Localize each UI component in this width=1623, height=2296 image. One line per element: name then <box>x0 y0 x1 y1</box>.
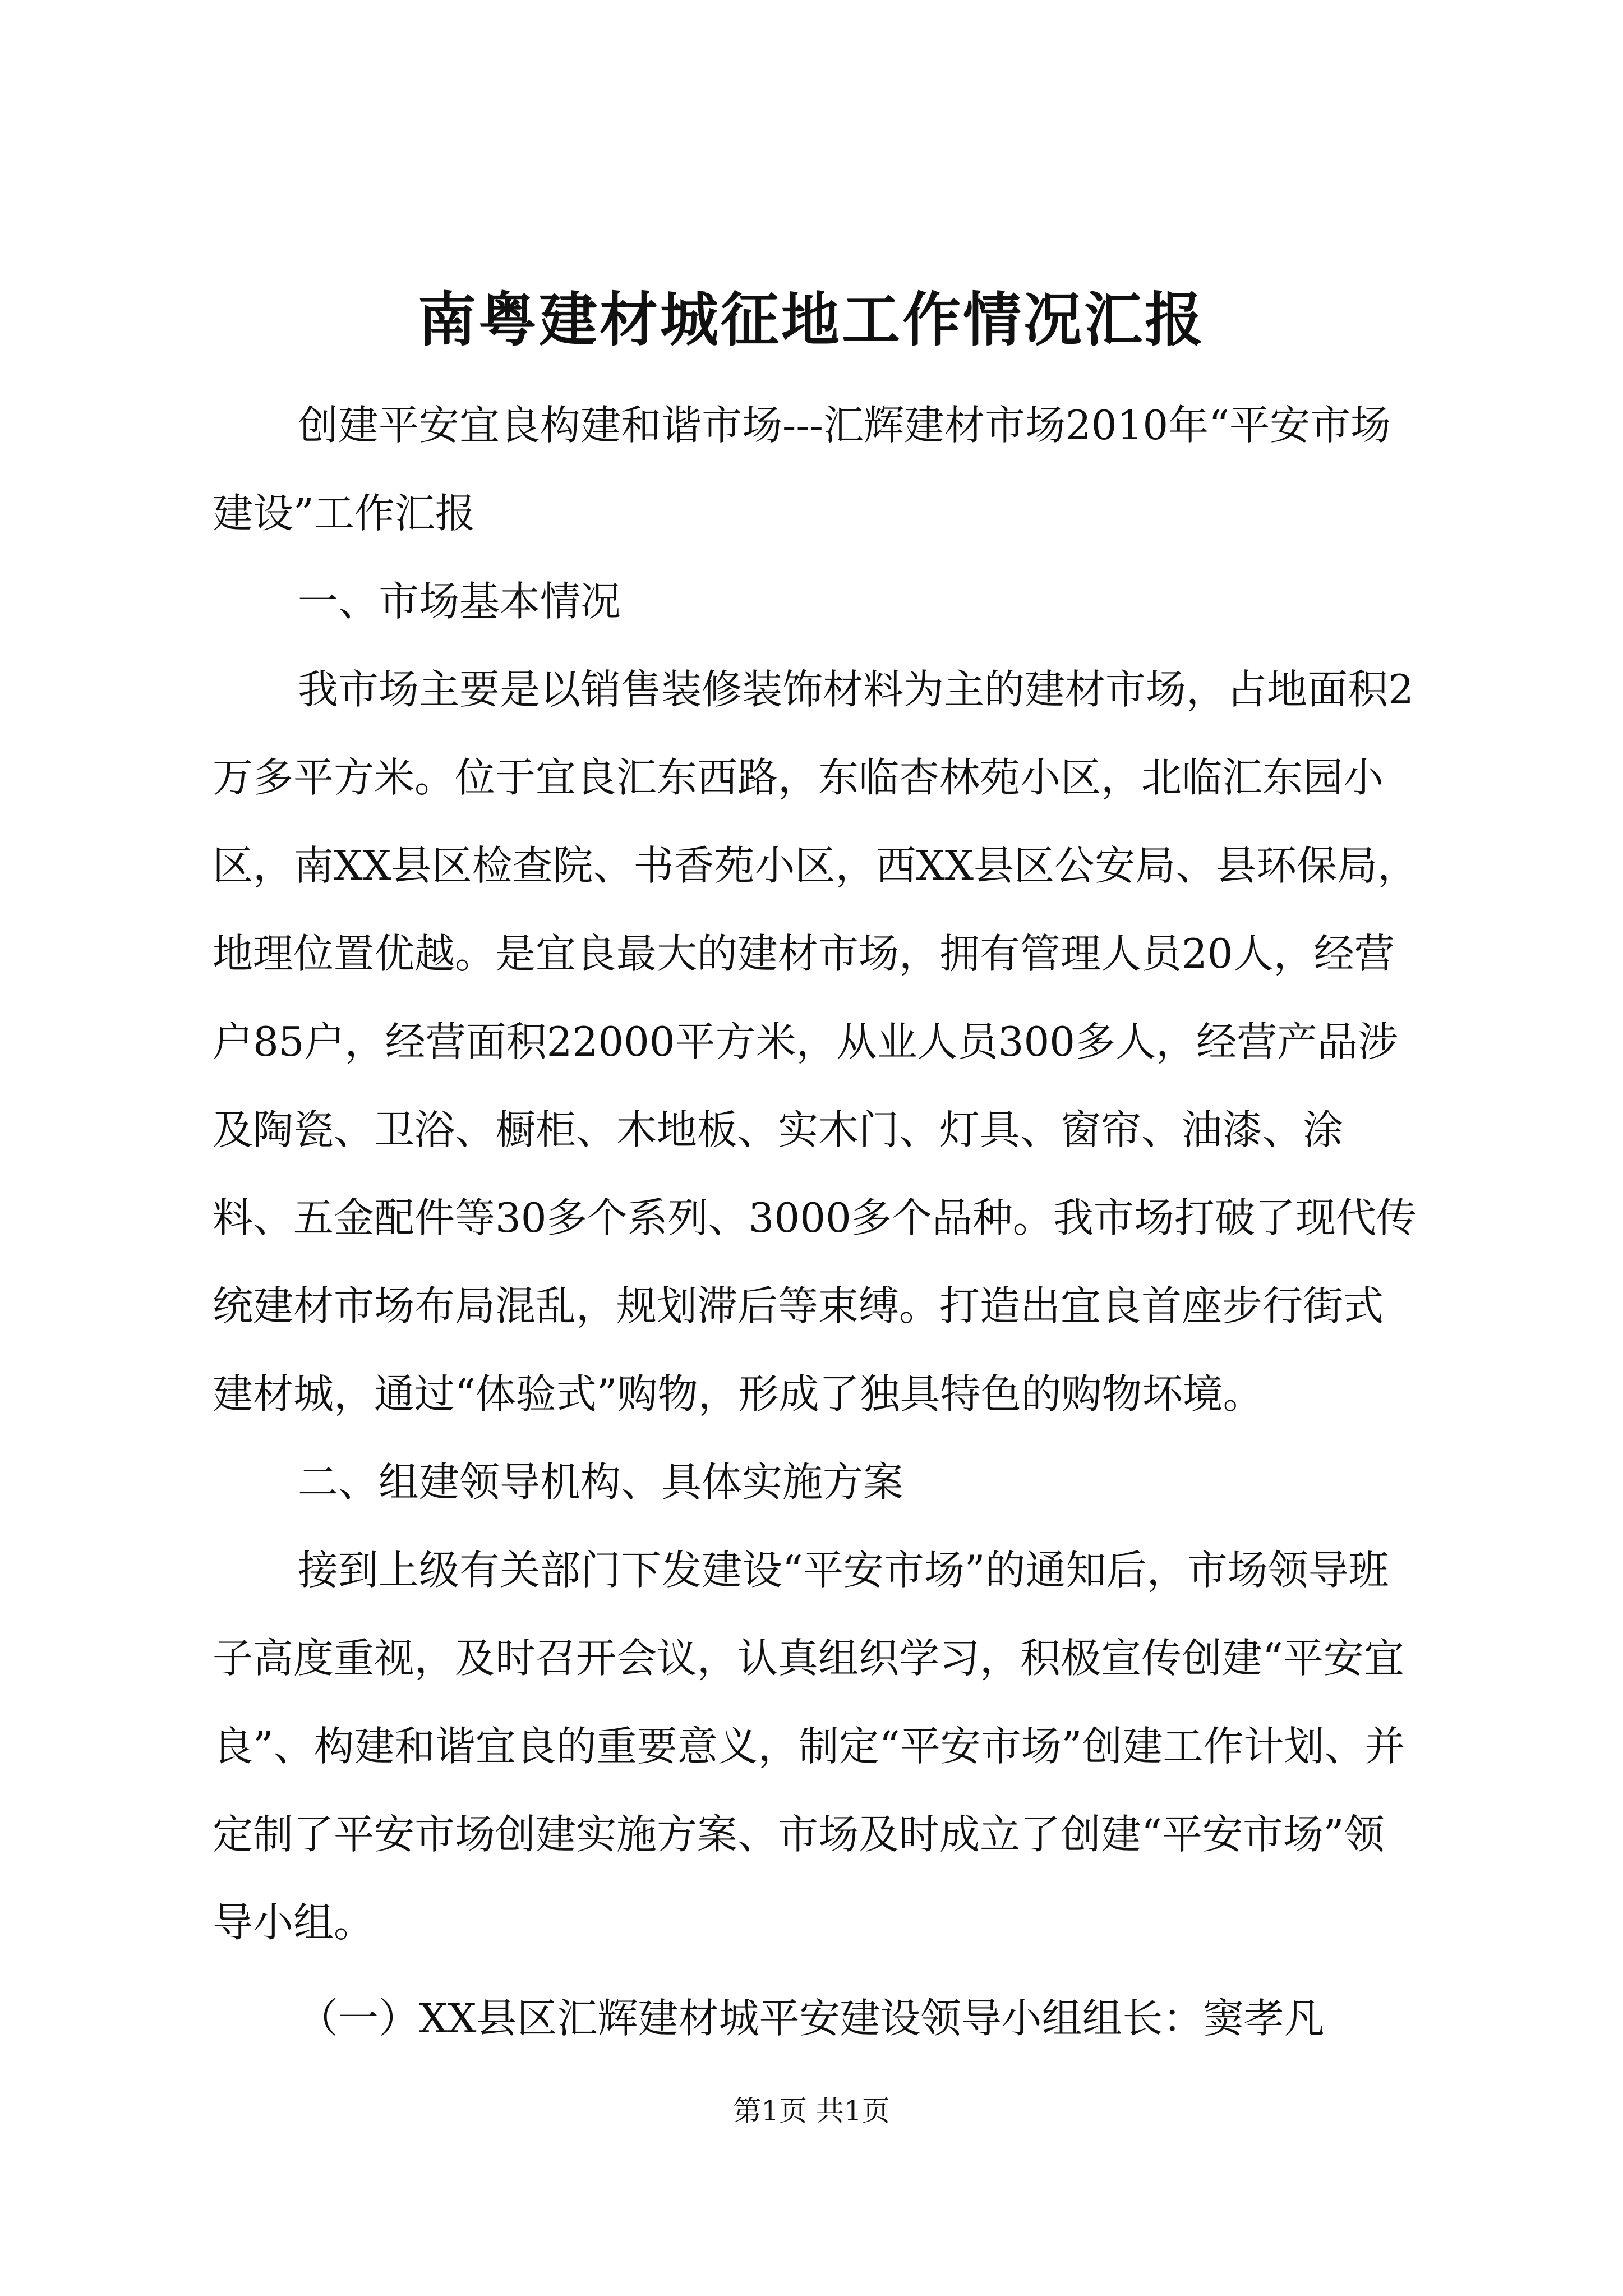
document-body <box>213 381 1418 2063</box>
list-item-group-leader: （一）XX县区汇辉建材城平安建设领导小组组长：窦孝凡 <box>298 1995 1325 2042</box>
body-paragraph-2: 接到上级有关部门下发建设“平安市场”的通知后，市场领导班子高度重视，及时召开会议，认真组织学习，积极宣传创建“平安宜良”、构建和谐宜良的重要意义，制定“平安市场”创建工作计划、并定制了平安市场创建实施方案、市场及时成立了创建“平安市场”领导小组。 <box>213 1547 1405 1946</box>
section-heading-2: 二、组建领导机构、具体实施方案 <box>298 1458 904 1506</box>
page-footer: 第1页 共1页 <box>733 2095 890 2127</box>
document-title: 南粤建材城征地工作情况汇报 <box>417 285 1205 354</box>
body-paragraph-1: 我市场主要是以销售装修装饰材料为主的建材市场，占地面积2万多平方米。位于宜良汇东西路，东临杏林苑小区，北临汇东园小区，南XX县区检查院、书香苑小区，西XX县区公安局、县环保局，地理位置优越。是宜良最大的建材市场，拥有管理人员20人，经营户85户，经营面积22000平方米，从业人员300多人，经营产品涉及陶瓷、卫浴、橱柜、木地板、实木门、灯具、窗帘、油漆、涂料、五金配件等30多个系列、3000多个品种。我市场打破了现代传统建材市场布局混乱，规划滞后等束缚。打造出宜良首座步行街式建材城，通过“体验式”购物，形成了独具特色的购物坏境。 <box>213 666 1418 1418</box>
subtitle-paragraph: 创建平安宜良构建和谐市场---汇辉建材市场2010年“平安市场建设”工作汇报 <box>213 402 1391 537</box>
section-heading-1: 一、市场基本情况 <box>298 578 621 625</box>
